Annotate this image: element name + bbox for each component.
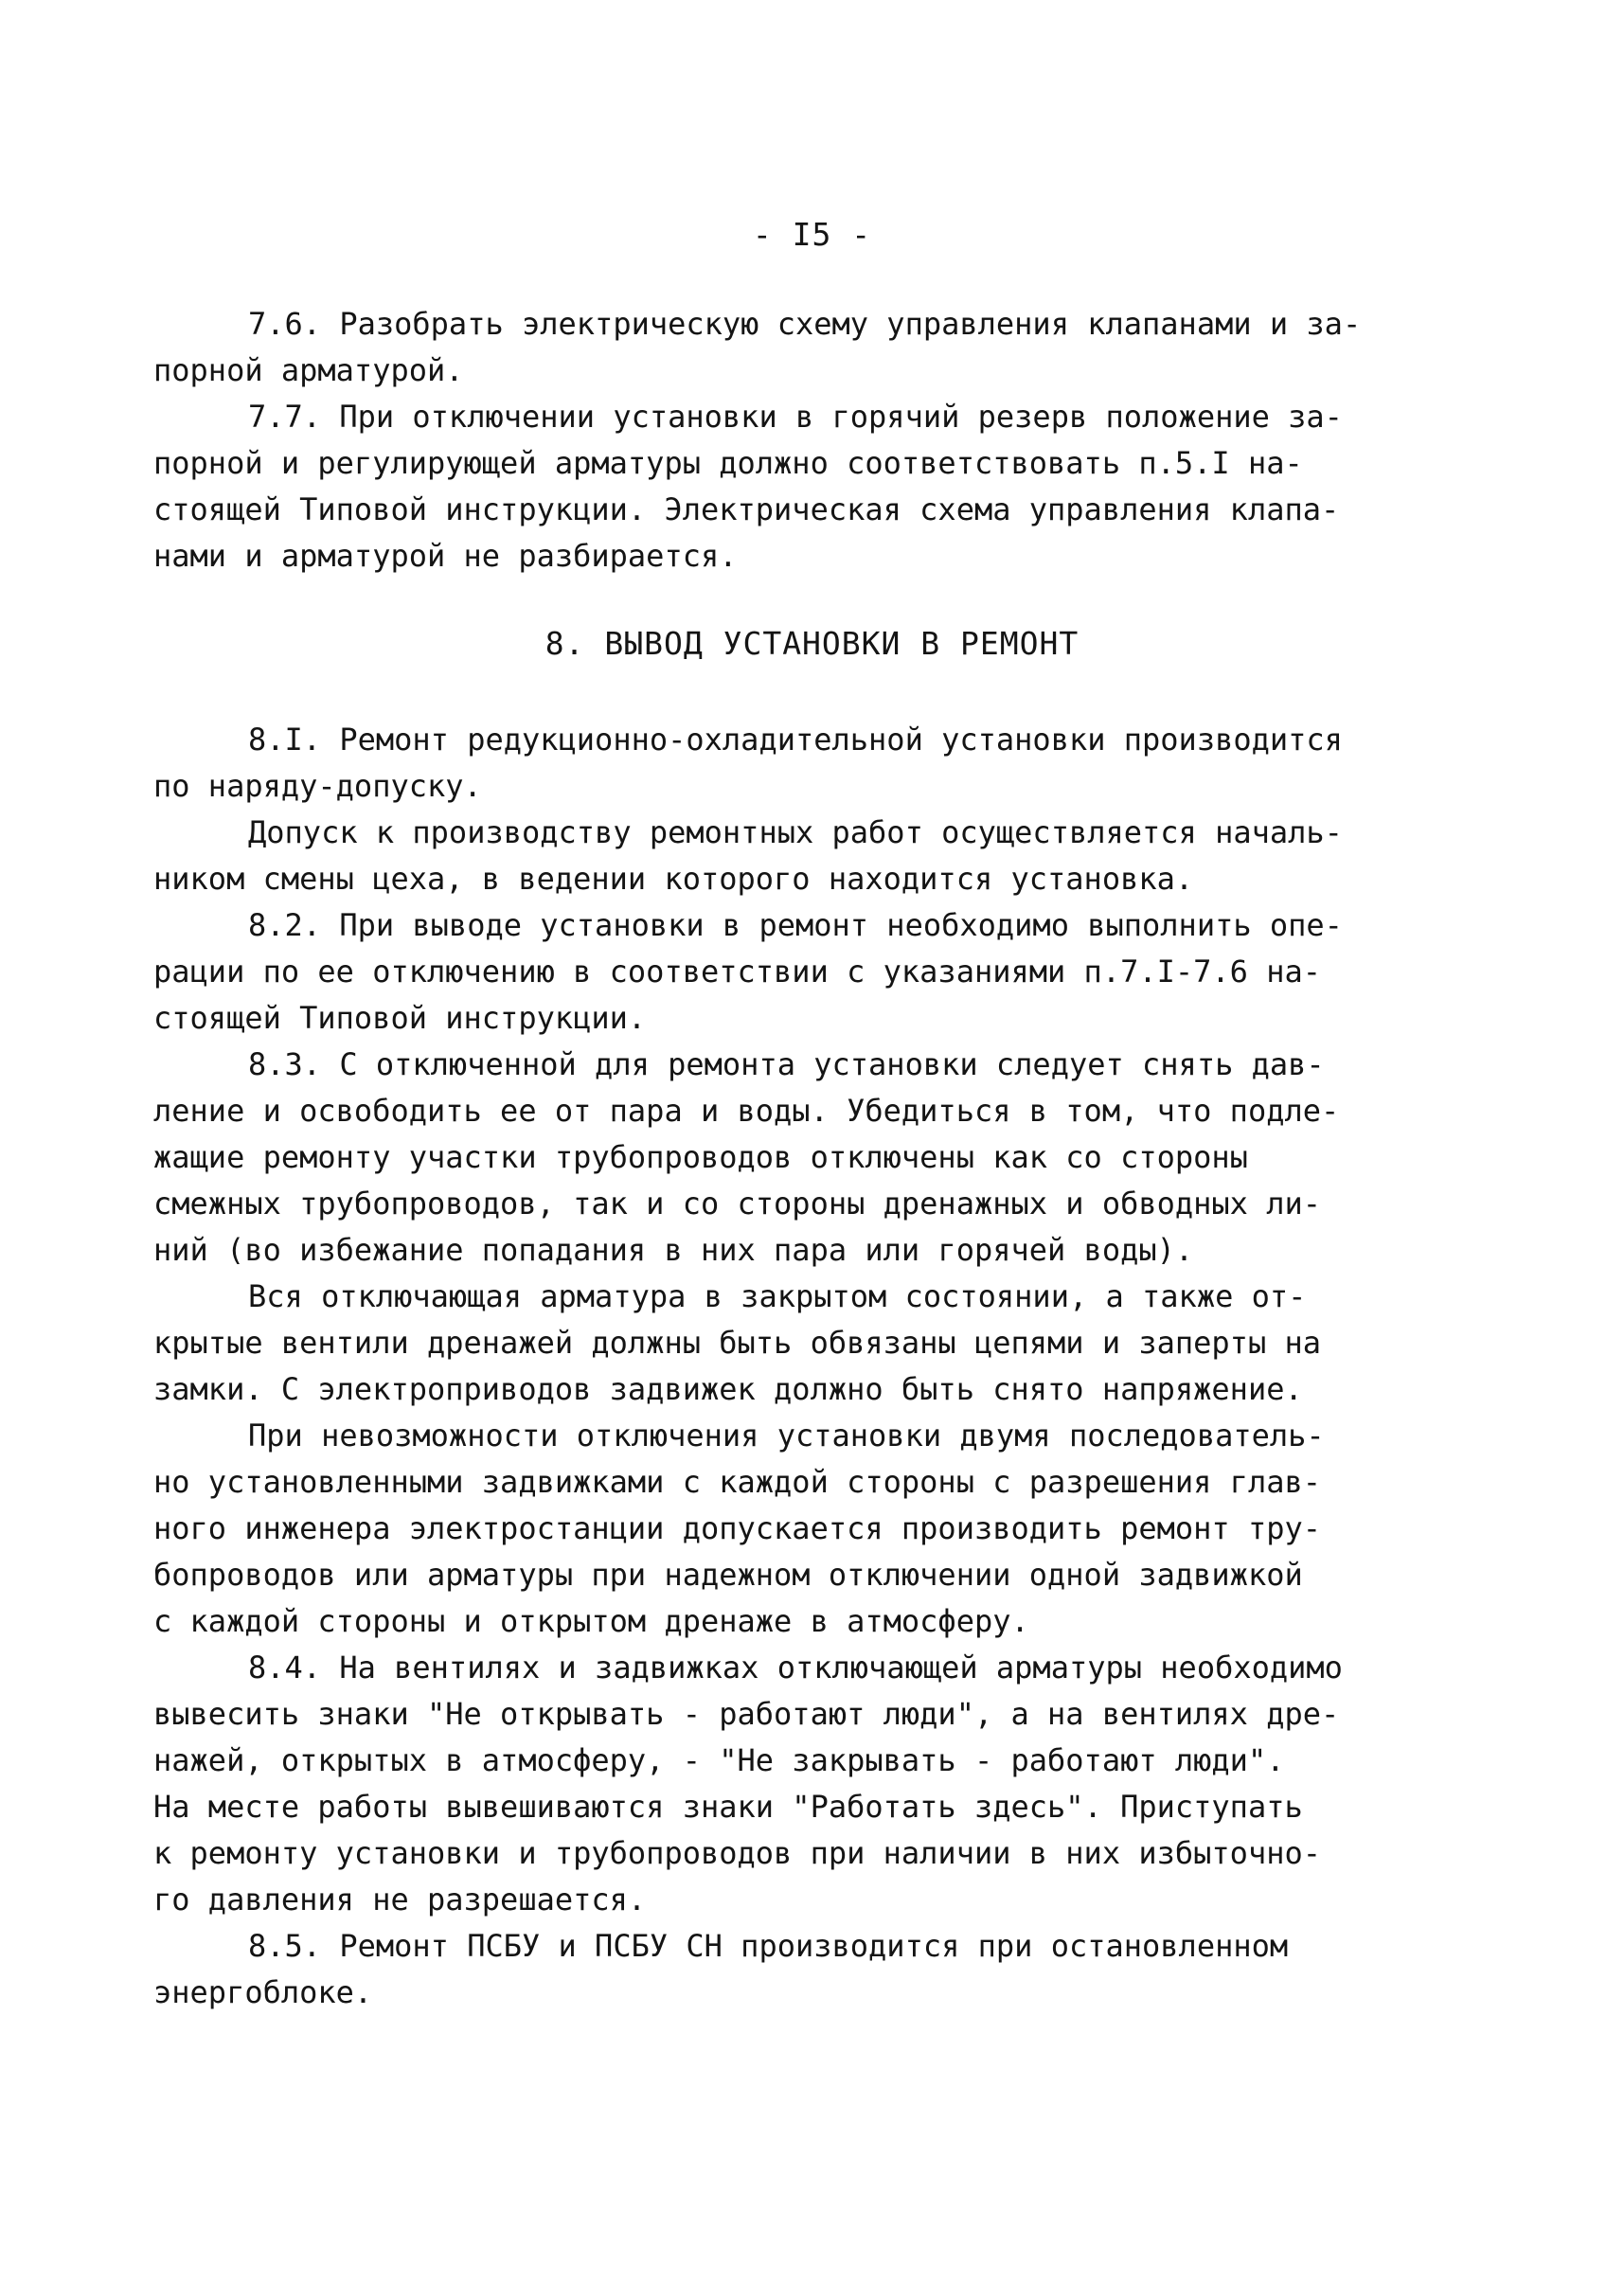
text-line: 7.7. При отключении установки в горячий резерв положение за- <box>248 399 1343 435</box>
text-line: с каждой стороны и открытом дренаже в атмосферу. <box>153 1603 1029 1639</box>
text-line: нажей, открытых в атмосферу, - "Не закрывать - работают люди". <box>153 1742 1285 1778</box>
text-line: к ремонту установки и трубопроводов при наличии в них избыточно- <box>153 1835 1321 1871</box>
text-line: 8.5. Ремонт ПСБУ и ПСБУ СН производится при остановленном <box>248 1928 1289 1964</box>
text-line: стоящей Типовой инструкции. <box>153 1000 647 1036</box>
page-number: - I5 - <box>752 216 872 253</box>
section-heading: 8. ВЫВОД УСТАНОВКИ В РЕМОНТ <box>544 625 1080 662</box>
text-line: ний (во избежание попадания в них пара или горячей воды). <box>153 1232 1194 1268</box>
text-line: ного инженера электростанции допускается производить ремонт тру- <box>153 1510 1321 1546</box>
text-line: крытые вентили дренажей должны быть обвязаны цепями и заперты на <box>153 1325 1321 1361</box>
text-line: порной арматурой. <box>153 352 464 388</box>
section-8-body <box>153 717 1413 2016</box>
text-line: 8.3. С отключенной для ремонта установки следует снять дав- <box>248 1046 1325 1082</box>
text-line: ление и освободить ее от пара и воды. Убедиться в том, что подле- <box>153 1093 1340 1129</box>
text-line: На месте работы вывешиваются знаки "Работать здесь". Приступать <box>153 1789 1303 1825</box>
text-line: смежных трубопроводов, так и со стороны дренажных и обводных ли- <box>153 1186 1321 1222</box>
text-line: 8.4. На вентилях и задвижках отключающей арматуры необходимо <box>248 1650 1343 1685</box>
text-line: по наряду-допуску. <box>153 768 482 804</box>
text-line: но установленными задвижками с каждой стороны с разрешения глав- <box>153 1464 1321 1500</box>
text-line: нами и арматурой не разбирается. <box>153 538 738 574</box>
text-line: 8.I. Ремонт редукционно-охладительной установки производится <box>248 722 1343 758</box>
text-line: стоящей Типовой инструкции. Электрическая схема управления клапа- <box>153 491 1340 527</box>
text-line: вывесить знаки "Не открывать - работают люди", а на вентилях дре- <box>153 1696 1340 1732</box>
text-line: Вся отключающая арматура в закрытом состоянии, а также от- <box>248 1278 1307 1314</box>
text-line: го давления не разрешается. <box>153 1882 647 1917</box>
text-line: энергоблоке. <box>153 1974 373 2010</box>
text-line: жащие ремонту участки трубопроводов отключены как со стороны <box>153 1139 1248 1175</box>
text-line: бопроводов или арматуры при надежном отключении одной задвижкой <box>153 1557 1303 1593</box>
text-line: ником смены цеха, в ведении которого находится установка. <box>153 861 1194 897</box>
text-line: замки. С электроприводов задвижек должно быть снято напряжение. <box>153 1371 1303 1407</box>
text-line: 8.2. При выводе установки в ремонт необходимо выполнить опе- <box>248 907 1343 943</box>
text-line: 7.6. Разобрать электрическую схему управления клапанами и за- <box>248 306 1362 342</box>
text-line: рации по ее отключению в соответствии с указаниями п.7.I-7.6 на- <box>153 954 1321 990</box>
text-line: Допуск к производству ремонтных работ осуществляется началь- <box>248 814 1343 850</box>
text-line: порной и регулирующей арматуры должно соответствовать п.5.I на- <box>153 445 1303 481</box>
text-line: При невозможности отключения установки двумя последователь- <box>248 1418 1325 1454</box>
section-7-tail <box>153 301 1413 580</box>
